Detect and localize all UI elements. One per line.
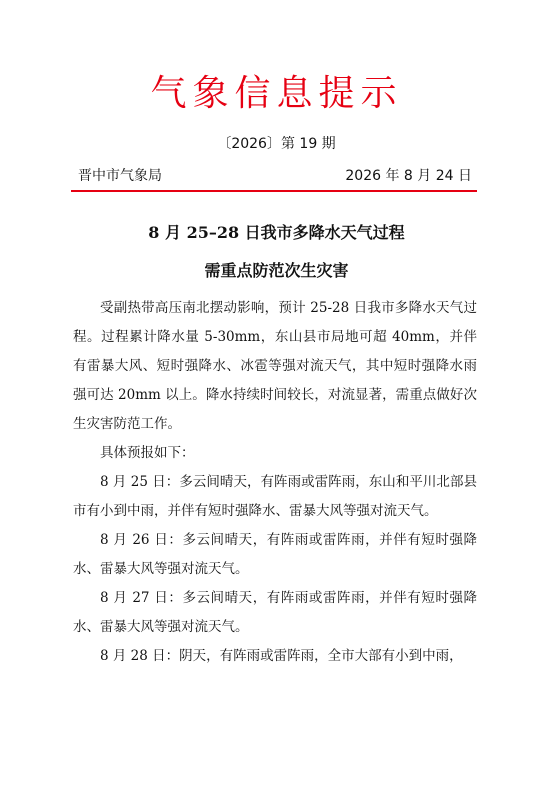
paragraph-intro: 受副热带高压南北摆动影响，预计 25-28 日我市多降水天气过程。过程累计降水量 5-30mm，东山县市局地可超 40mm，并伴有雷暴大风、短时强降水、冰雹等强对流天气，其中短时强降水雨强可达 20mm 以上。降水持续时间较长，对流显著，需重点做好次生灾害防范工作。 <box>73 300 477 432</box>
document-title: 气象信息提示 <box>150 73 403 114</box>
headline-line-1: 8 月 25–28 日我市多降水天气过程 <box>148 223 405 242</box>
paragraph-day-26: 8 月 26 日：多云间晴天，有阵雨或雷阵雨，并伴有短时强降水、雷暴大风等强对流天气。 <box>73 532 477 577</box>
issuer-date-row <box>78 166 472 186</box>
paragraph-day-28: 8 月 28 日：阴天，有阵雨或雷阵雨，全市大部有小到中雨， <box>100 648 463 664</box>
issue-date: 2026 年 8 月 24 日 <box>345 168 472 184</box>
headline-line-2: 需重点防范次生灾害 <box>204 261 349 280</box>
issue-number: 〔2026〕第 19 期 <box>217 136 336 152</box>
paragraph-forecast-heading: 具体预报如下： <box>100 445 195 461</box>
issuing-organization: 晋中市气象局 <box>78 168 162 184</box>
paragraph-day-27: 8 月 27 日：多云间晴天，有阵雨或雷阵雨，并伴有短时强降水、雷暴大风等强对流天气。 <box>73 590 477 635</box>
red-divider <box>71 190 477 192</box>
paragraph-day-25: 8 月 25 日：多云间晴天，有阵雨或雷阵雨，东山和平川北部县市有小到中雨，并伴有短时强降水、雷暴大风等强对流天气。 <box>73 474 477 519</box>
document-body <box>73 294 477 671</box>
